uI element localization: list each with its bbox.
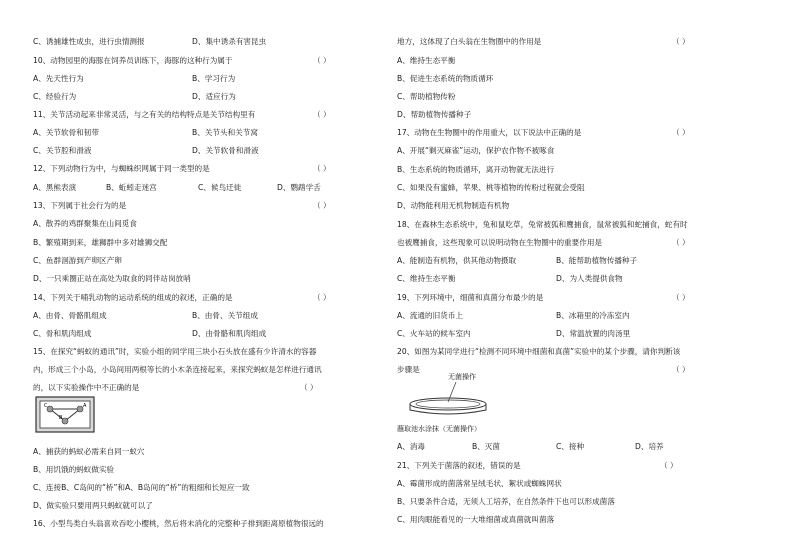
question-text-line: A、消毒 — [397, 442, 425, 451]
question-text-line: C、诱捕雄性成虫，进行虫情测报 — [33, 37, 145, 46]
question-text-line: A、霉菌形成的菌落常呈绒毛状、絮状或蜘蛛网状 — [397, 479, 562, 488]
question-text-line: C、经验行为 — [33, 92, 77, 101]
question-text-line: A、能制造有机物，供其他动物摄取 — [397, 256, 517, 265]
question-text-line: D、鹦鹉学舌 — [277, 183, 321, 192]
question-text-line: D、集中诱杀有害昆虫 — [192, 37, 267, 46]
question-text-line: B、学习行为 — [192, 74, 236, 83]
question-text-line: C、用肉眼能看见的一大堆细菌或真菌就叫菌落 — [397, 515, 555, 524]
question-text-line: B、繁殖期到来，雄狮群中多对雄狮交配 — [33, 238, 168, 247]
question-text-line: C、帮助植物传粉 — [397, 92, 456, 101]
question-text-line: B、促进生态系统的物质循环 — [397, 74, 494, 83]
question-text-line: 的，以下实验操作中不正确的是 — [33, 383, 140, 392]
question-text-line: D、帮助植物传播种子 — [397, 110, 472, 119]
question-text-line: C、如果没有蜜蜂，苹果、桃等植物的传粉过程就会受阻 — [397, 183, 585, 192]
answer-blank: （ ） — [313, 110, 331, 119]
question-text-line: B、蚯蚓走迷宫 — [106, 183, 157, 192]
answer-blank: （ ） — [672, 128, 690, 137]
answer-blank: （ ） — [313, 201, 331, 210]
question-text-line: D、做实验只要用两只蚂蚁就可以了 — [33, 501, 153, 510]
question-text-line: C、候鸟迁徙 — [198, 183, 242, 192]
question-text-line: 14、下列关于哺乳动物的运动系统的组成的叙述，正确的是 — [33, 293, 233, 302]
question-text-line: 内，形成三个小岛，小岛间用两根等长的小木条连接起来，来探究蚂蚁是怎样进行通讯 — [33, 365, 322, 374]
label-c: C — [44, 403, 48, 409]
question-text-line: B、生态系统的物质循环，离开动物就无法进行 — [397, 165, 555, 174]
question-text-line: B、用饥饿的蚂蚁做实验 — [33, 465, 115, 474]
question-text-line: B、关节头和关节窝 — [192, 128, 258, 137]
question-text-line: D、适应行为 — [192, 92, 236, 101]
question-text-line: 步骤是 — [397, 365, 420, 374]
question-text-line: C、火车站的候车室内 — [397, 329, 471, 338]
dish-top-label: 无菌操作 — [448, 373, 476, 381]
dish-bottom-label: 蘸取池水涂抹（无菌操作） — [397, 425, 481, 433]
answer-blank: （ ） — [672, 365, 690, 374]
ant-islands-diagram — [35, 396, 95, 433]
question-text-line: 17、动物在生物圈中的作用重大，以下说法中正确的是 — [397, 128, 582, 137]
question-text-line: A、先天性行为 — [33, 74, 84, 83]
question-text-line: 地方，这体现了白头翁在生物圈中的作用是 — [397, 37, 542, 46]
question-text-line: B、灭菌 — [472, 442, 500, 451]
question-text-line: 10、动物园里的海豚在饲养员训练下，海豚的这种行为属于 — [33, 56, 233, 65]
question-text-line: B、能帮助植物传播种子 — [556, 256, 638, 265]
question-text-line: A、开展“剿灭麻雀”运动，保护农作物不被啄食 — [397, 146, 555, 155]
question-text-line: C、维持生态平衡 — [397, 274, 456, 283]
question-text-line: A、散养的鸡群聚集在山间觅食 — [33, 219, 137, 228]
question-text-line: D、由骨骼和肌肉组成 — [192, 329, 267, 338]
question-text-line: 15、在探究“蚂蚁的通讯”时，实验小组的同学用三块小石头放在盛有少许清水的容器 — [33, 347, 317, 356]
question-text-line: D、培养 — [635, 442, 664, 451]
question-text-line: B、由骨、关节组成 — [192, 311, 258, 320]
answer-blank: （ ） — [313, 293, 331, 302]
question-text-line: C、鱼群洄游到产卵区产卵 — [33, 256, 122, 265]
question-text-line: D、关节软骨和滑液 — [192, 146, 259, 155]
answer-blank: （ ） — [672, 37, 690, 46]
question-text-line: D、动物能利用无机物制造有机物 — [397, 201, 510, 210]
question-text-line: A、维持生态平衡 — [397, 56, 456, 65]
answer-blank: （ ） — [672, 238, 690, 247]
question-text-line: 也被鹰捕食，这些现象可以说明动物在生物圈中的重要作用是 — [397, 238, 603, 247]
question-text-line: 11、关节活动起来非常灵活，与之有关的结构特点是关节结构里有 — [33, 110, 256, 119]
question-text-line: 18、在森林生态系统中，兔和鼠吃草，兔常被狐和鹰捕食，鼠常被狐和蛇捕食，蛇有时 — [397, 220, 688, 229]
island-b — [62, 418, 68, 424]
question-text-line: A、流通的旧货币上 — [397, 311, 463, 320]
question-text-line: A、捕获的蚂蚁必需来自同一蚁穴 — [33, 447, 145, 456]
question-text-line: 13、下列属于社会行为的是 — [33, 201, 127, 210]
question-text-line: D、一只乘圈正站在高处为取食的同伴站岗放哨 — [33, 274, 191, 283]
answer-blank: （ ） — [660, 461, 678, 470]
question-text-line: C、关节腔和滑液 — [33, 146, 92, 155]
island-c — [47, 406, 53, 412]
question-text-line: 12、下列动物行为中，与蜘蛛织网属于同一类型的是 — [33, 164, 210, 173]
answer-blank: （ ） — [313, 56, 331, 65]
question-text-line: B、冰箱里的冷冻室内 — [556, 311, 630, 320]
question-text-line: C、接种 — [556, 442, 585, 451]
answer-blank: （ ） — [672, 293, 690, 302]
question-text-line: A、由骨、骨骼肌组成 — [33, 311, 107, 320]
question-text-line: A、关节软骨和韧带 — [33, 128, 99, 137]
answer-blank: （ ） — [313, 164, 331, 173]
question-text-line: 20、如图为某同学进行“检测不同环境中细菌和真菌”实验中的某个步骤，请你判断该 — [397, 347, 681, 356]
ant-islands-figure — [35, 396, 95, 433]
answer-blank: （ ） — [300, 383, 318, 392]
label-a: A — [83, 403, 87, 409]
question-text-line: A、黑熊表演 — [33, 183, 77, 192]
question-text-line: D、为人类提供食物 — [556, 274, 623, 283]
question-text-line: 21、下列关于菌落的叙述，错误的是 — [397, 461, 521, 470]
question-text-line: C、骨和肌肉组成 — [33, 329, 92, 338]
question-text-line: B、只要条件合适，无须人工培养，在自然条件下也可以形成菌落 — [397, 497, 615, 506]
question-text-line: D、常温放置的肉汤里 — [556, 329, 631, 338]
question-text-line: 16、小型鸟类白头翁喜欢吞吃小樱桃，然后将未消化的完整种子排到距离原植物很远的 — [33, 519, 324, 528]
label-b: B — [59, 415, 63, 421]
question-text-line: C、连接B、C岛间的“桥”和A、B岛间的“桥”的粗细和长短应一致 — [33, 483, 250, 492]
question-text-line: 19、下列环境中，细菌和真菌分布最少的是 — [397, 293, 544, 302]
